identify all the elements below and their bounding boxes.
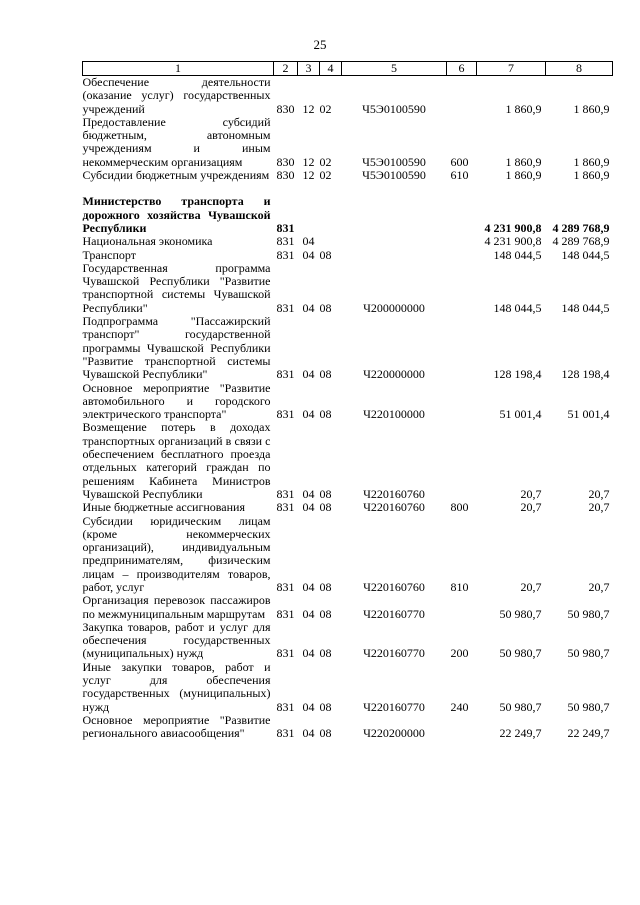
row-subsection: 08 [319, 247, 332, 262]
row-subsection: 08 [319, 646, 332, 661]
row-target-article [342, 235, 447, 248]
row-target-article: Ч200000000 [363, 300, 425, 315]
row-code: 830 [276, 154, 295, 169]
row-value-col7: 1 860,9 [505, 168, 542, 183]
column-header: 2 [274, 62, 298, 76]
row-value-col8: 148 044,5 [561, 247, 610, 262]
column-header: 8 [546, 62, 613, 76]
row-code: 831 [276, 247, 295, 262]
table-row [83, 249, 613, 262]
row-expense-type: 610 [450, 168, 469, 183]
row-section: 04 [302, 234, 315, 249]
row-subsection: 08 [319, 500, 332, 515]
row-value-col7: 22 249,7 [499, 726, 542, 741]
row-value-col7: 20,7 [520, 579, 542, 594]
row-value-col7: 1 860,9 [505, 154, 542, 169]
budget-table [82, 61, 613, 741]
row-section: 04 [302, 726, 315, 741]
row-code: 831 [276, 579, 295, 594]
row-value-col8: 1 860,9 [573, 168, 610, 183]
row-name: Субсидии юридическим лицам (кроме некоммерческих организаций), индивидуальным предпринимателям, физическим лицам – производителям товаров, работ, услуг [82, 513, 271, 594]
row-name: Подпрограмма "Пассажирский транспорт" государственной программы Чувашской Республики "Развитие транспортной системы Чувашской Республики" [82, 314, 271, 382]
row-value-col7: 128 198,4 [493, 367, 542, 382]
row-section: 12 [302, 154, 315, 169]
row-value-col8: 22 249,7 [567, 726, 610, 741]
row-name: Предоставление субсидий бюджетным, автономным учреждениям и иным некоммерческим организациям [82, 114, 271, 169]
row-value-col8: 50 980,7 [567, 699, 610, 714]
row-name: Транспорт [82, 247, 136, 262]
row-value-col8: 1 860,9 [573, 101, 610, 116]
row-subsection: 08 [319, 407, 332, 422]
row-target-article [342, 249, 447, 262]
column-header: 3 [298, 62, 320, 76]
row-code: 831 [276, 486, 295, 501]
row-expense-type [447, 421, 477, 501]
row-section: 04 [302, 486, 315, 501]
row-value-col7: 148 044,5 [493, 300, 542, 315]
row-value-col8: 50 980,7 [567, 606, 610, 621]
row-target-article: Ч220160760 [363, 486, 425, 501]
table-row [83, 661, 613, 714]
row-subsection: 08 [319, 300, 332, 315]
row-value-col7: 51 001,4 [499, 407, 542, 422]
row-name: Закупка товаров, работ и услуг для обеспечения государственных (муниципальных) нужд [82, 619, 271, 661]
page-number: 25 [313, 37, 327, 52]
row-expense-type: 600 [450, 154, 469, 169]
row-code: 831 [276, 699, 295, 714]
table-row [83, 76, 613, 116]
row-value-col8: 148 044,5 [561, 300, 610, 315]
table-row-ministry [83, 195, 613, 235]
row-expense-type [447, 594, 477, 621]
row-section: 04 [302, 367, 315, 382]
row-section: 04 [302, 300, 315, 315]
row-expense-type [447, 195, 477, 235]
table-row [83, 235, 613, 248]
row-name: Национальная экономика [82, 234, 213, 249]
row-section: 04 [302, 500, 315, 515]
row-value-col7: 50 980,7 [499, 606, 542, 621]
table-row [83, 621, 613, 661]
row-target-article: Ч220160770 [363, 646, 425, 661]
row-target-article: Ч220160770 [363, 606, 425, 621]
row-expense-type: 240 [450, 699, 469, 714]
table-row [83, 116, 613, 169]
table-row [83, 421, 613, 501]
row-section: 04 [302, 407, 315, 422]
row-subsection: 02 [319, 101, 332, 116]
column-header: 7 [477, 62, 546, 76]
row-value-col7: 20,7 [520, 500, 542, 515]
row-code: 831 [276, 500, 295, 515]
row-section: 12 [302, 168, 315, 183]
row-section: 04 [302, 646, 315, 661]
row-target-article: Ч220160770 [363, 699, 425, 714]
row-value-col8: 20,7 [588, 500, 610, 515]
column-header: 1 [83, 62, 274, 76]
row-value-col8: 20,7 [588, 486, 610, 501]
row-value-col8: 1 860,9 [573, 154, 610, 169]
row-subsection: 08 [319, 579, 332, 594]
row-code: 831 [276, 234, 295, 249]
row-value-col8: 4 289 768,9 [552, 234, 610, 249]
row-value-col8: 20,7 [588, 579, 610, 594]
row-subsection: 02 [319, 168, 332, 183]
row-value-col7: 20,7 [520, 486, 542, 501]
column-header: 5 [342, 62, 447, 76]
row-target-article: Ч220160760 [363, 500, 425, 515]
row-section: 04 [302, 699, 315, 714]
row-target-article: Ч220160760 [363, 579, 425, 594]
row-value-col8: 51 001,4 [567, 407, 610, 422]
column-header: 4 [320, 62, 342, 76]
row-subsection: 02 [319, 154, 332, 169]
row-name: Основное мероприятие "Развитие регионального авиасообщения" [82, 712, 271, 741]
row-name: Государственная программа Чувашской Республики "Развитие транспортной системы Чувашской Республики" [82, 260, 271, 315]
row-target-article: Ч220000000 [363, 367, 425, 382]
row-name: Возмещение потерь в доходах транспортных организаций в связи с обеспечением бесплатного проезда отдельных категорий граждан по решениям Кабинета Министров Чувашской Республики [82, 420, 271, 501]
row-code: 831 [276, 367, 295, 382]
row-value-col8: 128 198,4 [561, 367, 610, 382]
column-header: 6 [447, 62, 477, 76]
row-expense-type [447, 382, 477, 422]
row-code: 831 [276, 300, 295, 315]
row-value-col7: 50 980,7 [499, 699, 542, 714]
table-row [83, 714, 613, 741]
row-expense-type: 200 [450, 646, 469, 661]
row-code: 831 [276, 726, 295, 741]
row-target-article: Ч220100000 [363, 407, 425, 422]
row-value-col7: 4 231 900,8 [484, 234, 542, 249]
table-row [83, 515, 613, 595]
row-section: 04 [302, 247, 315, 262]
row-section: 04 [302, 606, 315, 621]
row-subsection: 08 [319, 726, 332, 741]
table-row [83, 262, 613, 315]
row-expense-type: 810 [450, 579, 469, 594]
row-value-col8: 4 289 768,9 [552, 220, 610, 235]
row-subsection [320, 235, 342, 248]
row-expense-type [447, 262, 477, 315]
table-header-row [83, 62, 613, 76]
row-value-col8: 50 980,7 [567, 646, 610, 661]
table-row [83, 594, 613, 621]
row-code: 830 [276, 168, 295, 183]
row-target-article: Ч5Э0100590 [362, 154, 426, 169]
row-value-col7: 4 231 900,8 [484, 220, 542, 235]
row-name: Обеспечение деятельности (оказание услуг) государственных учреждений [82, 75, 271, 116]
row-expense-type [447, 76, 477, 116]
row-subsection [320, 195, 342, 235]
row-section: 04 [302, 579, 315, 594]
row-value-col7: 148 044,5 [493, 247, 542, 262]
row-expense-type [447, 315, 477, 381]
row-code: 831 [276, 220, 295, 235]
row-name: Иные бюджетные ассигнования [82, 500, 245, 515]
row-expense-type [447, 235, 477, 248]
row-expense-type [447, 714, 477, 741]
table-row [83, 315, 613, 381]
row-value-col7: 1 860,9 [505, 101, 542, 116]
row-section: 12 [302, 101, 315, 116]
row-subsection: 08 [319, 486, 332, 501]
table-row [83, 501, 613, 514]
row-section [298, 195, 320, 235]
row-code: 831 [276, 407, 295, 422]
row-expense-type [447, 249, 477, 262]
row-code: 831 [276, 646, 295, 661]
row-target-article [342, 195, 447, 235]
row-subsection: 08 [319, 367, 332, 382]
row-name: Субсидии бюджетным учреждениям [82, 168, 270, 183]
table-row [83, 169, 613, 182]
row-name: Иные закупки товаров, работ и услуг для обеспечения государственных (муниципальных) нужд [82, 659, 271, 714]
row-target-article: Ч5Э0100590 [362, 101, 426, 116]
row-name: Организация перевозок пассажиров по межмуниципальным маршрутам [82, 593, 271, 621]
row-target-article: Ч5Э0100590 [362, 168, 426, 183]
row-name: Министерство транспорта и дорожного хозяйства Чувашской Республики [82, 194, 271, 235]
row-name: Основное мероприятие "Развитие автомобильного и городского электрического транспорта" [82, 380, 271, 422]
table-row [83, 382, 613, 422]
row-subsection: 08 [319, 699, 332, 714]
row-code: 831 [276, 606, 295, 621]
row-expense-type: 800 [450, 500, 469, 515]
row-value-col7: 50 980,7 [499, 646, 542, 661]
row-code: 830 [276, 101, 295, 116]
row-subsection: 08 [319, 606, 332, 621]
row-target-article: Ч220200000 [363, 726, 425, 741]
